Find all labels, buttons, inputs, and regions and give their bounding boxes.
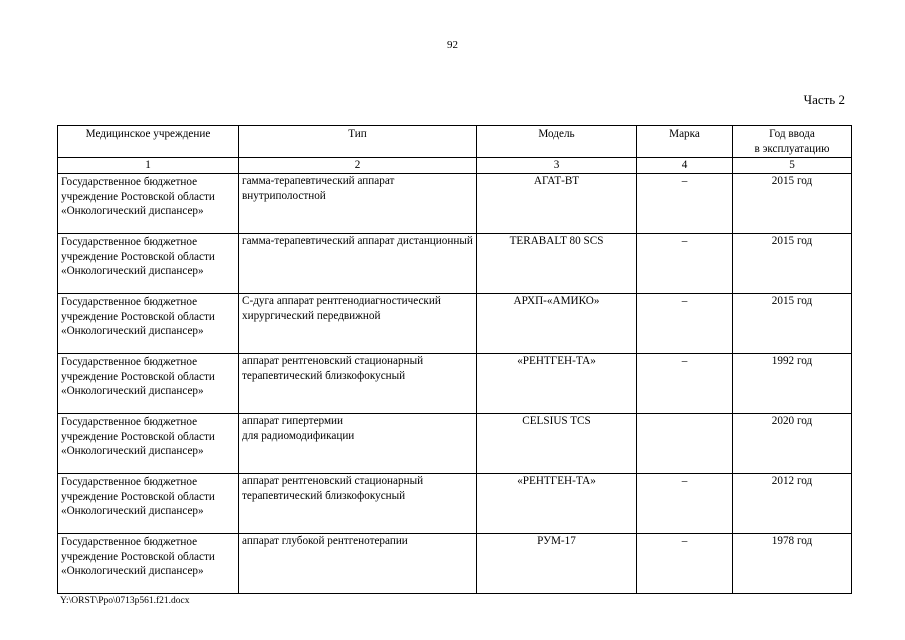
- type-cell: С-дуга аппарат рентгенодиагностический хирургический передвижной: [239, 294, 477, 354]
- header-year: Год ввода в эксплуатацию: [733, 126, 852, 158]
- brand-cell: –: [637, 474, 733, 534]
- table-header-row: [58, 126, 852, 158]
- type-cell: аппарат глубокой рентгенотерапии: [239, 534, 477, 594]
- brand-cell: –: [637, 294, 733, 354]
- table-row: [58, 414, 852, 474]
- column-number: 1: [58, 158, 239, 174]
- institution-cell: Государственное бюджетное учреждение Ростовской области «Онкологический диспансер»: [58, 294, 239, 354]
- table-row: [58, 354, 852, 414]
- column-number: 4: [637, 158, 733, 174]
- type-cell: гамма-терапевтический аппарат дистанционный: [239, 234, 477, 294]
- year-cell: 2020 год: [733, 414, 852, 474]
- header-institution: Медицинское учреждение: [58, 126, 239, 158]
- institution-cell: Государственное бюджетное учреждение Ростовской области «Онкологический диспансер»: [58, 474, 239, 534]
- model-cell: РУМ-17: [477, 534, 637, 594]
- brand-cell: –: [637, 534, 733, 594]
- institution-cell: Государственное бюджетное учреждение Ростовской области «Онкологический диспансер»: [58, 414, 239, 474]
- header-model: Модель: [477, 126, 637, 158]
- column-number: 3: [477, 158, 637, 174]
- model-cell: АГАТ-ВТ: [477, 174, 637, 234]
- model-cell: TERABALT 80 SCS: [477, 234, 637, 294]
- institution-cell: Государственное бюджетное учреждение Ростовской области «Онкологический диспансер»: [58, 174, 239, 234]
- year-cell: 2012 год: [733, 474, 852, 534]
- brand-cell: –: [637, 354, 733, 414]
- file-path-footer: Y:\ORST\Ppo\0713p561.f21.docx: [60, 596, 190, 606]
- institution-cell: Государственное бюджетное учреждение Ростовской области «Онкологический диспансер»: [58, 354, 239, 414]
- year-cell: 2015 год: [733, 294, 852, 354]
- year-cell: 1978 год: [733, 534, 852, 594]
- year-cell: 2015 год: [733, 234, 852, 294]
- type-cell: аппарат рентгеновский стационарный терапевтический близкофокусный: [239, 474, 477, 534]
- header-brand: Марка: [637, 126, 733, 158]
- brand-cell: [637, 414, 733, 474]
- header-type: Тип: [239, 126, 477, 158]
- year-cell: 1992 год: [733, 354, 852, 414]
- table-row: [58, 174, 852, 234]
- table-row: [58, 534, 852, 594]
- column-number: 5: [733, 158, 852, 174]
- model-cell: «РЕНТГЕН-ТА»: [477, 474, 637, 534]
- table-row: [58, 474, 852, 534]
- part-label: Часть 2: [803, 92, 845, 107]
- equipment-table: [57, 125, 852, 594]
- table-row: [58, 294, 852, 354]
- type-cell: аппарат гипертермии для радиомодификации: [239, 414, 477, 474]
- model-cell: «РЕНТГЕН-ТА»: [477, 354, 637, 414]
- column-number-row: [58, 158, 852, 174]
- brand-cell: –: [637, 174, 733, 234]
- type-cell: аппарат рентгеновский стационарный терапевтический близкофокусный: [239, 354, 477, 414]
- table-row: [58, 234, 852, 294]
- column-number: 2: [239, 158, 477, 174]
- model-cell: CELSIUS TCS: [477, 414, 637, 474]
- year-cell: 2015 год: [733, 174, 852, 234]
- institution-cell: Государственное бюджетное учреждение Ростовской области «Онкологический диспансер»: [58, 534, 239, 594]
- institution-cell: Государственное бюджетное учреждение Ростовской области «Онкологический диспансер»: [58, 234, 239, 294]
- type-cell: гамма-терапевтический аппарат внутриполостной: [239, 174, 477, 234]
- brand-cell: –: [637, 234, 733, 294]
- page-number: 92: [447, 39, 458, 51]
- model-cell: АРХП-«АМИКО»: [477, 294, 637, 354]
